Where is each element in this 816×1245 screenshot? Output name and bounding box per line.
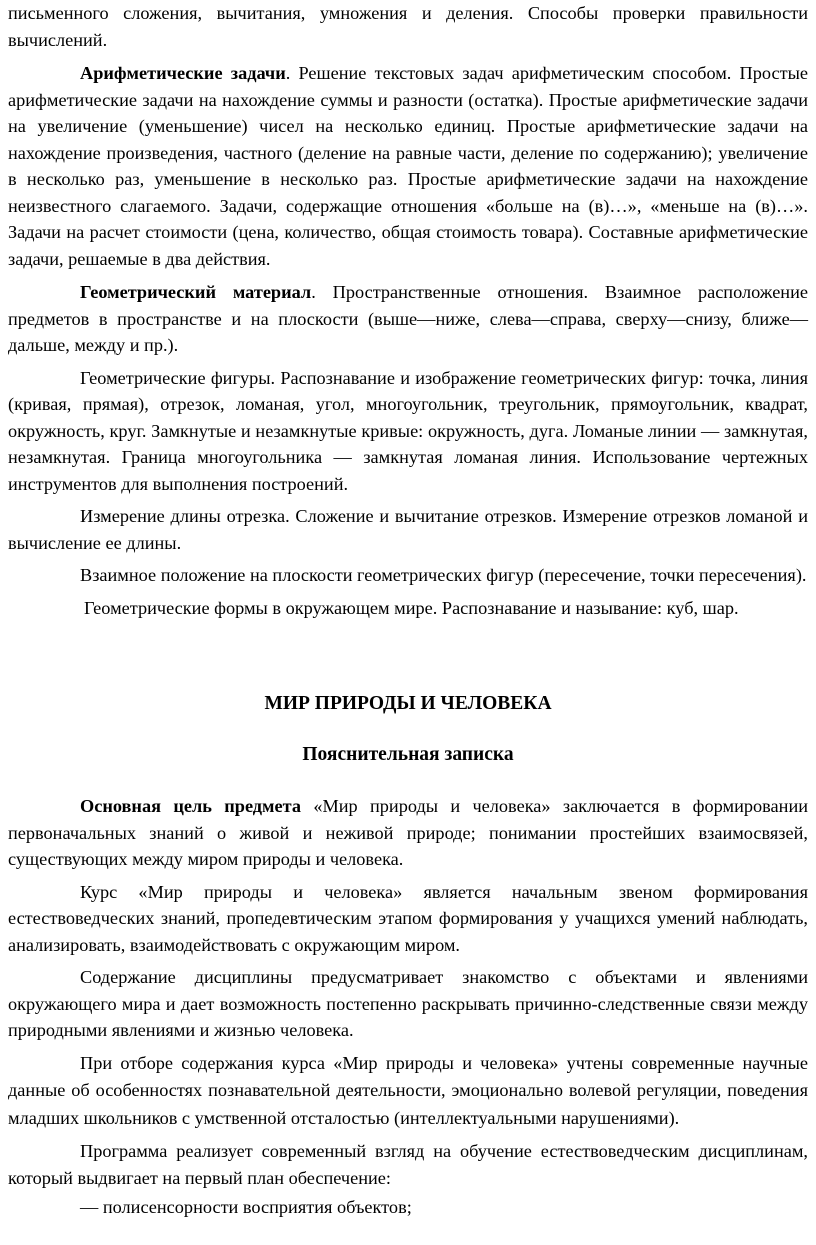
paragraph-geometric-material [8, 279, 808, 359]
paragraph-content-selection: При отборе содержания курса «Мир природы и человека» учтены современные научные данные об особенностях познавательной деятельности, эмоционально волевой регуляции, поведения младших школьников с умственной отсталостью (интеллектуальными нарушениями). [8, 1052, 808, 1128]
main-goal-title: Основная цель предмета [80, 796, 301, 816]
paragraph-geometric-figures: Геометрические фигуры. Распознавание и изображение геометрических фигур: точка, линия (кривая, прямая), отрезок, ломаная, угол, многоугольник, треугольник, прямоугольник, квадрат, окружность, круг. Замкнутые и незамкнутые кривые: окружность, дуга. Ломаные линии — замкнутая, незамкнутая. Граница многоугольника — замкнутая ломаная линия. Использование чертежных инструментов для выполнения построений. [8, 367, 808, 494]
section-title: МИР ПРИРОДЫ И ЧЕЛОВЕКА [264, 693, 552, 714]
paragraph-program-approach: Программа реализует современный взгляд на обучение естествоведческим дисциплинам, который выдвигает на первый план обеспечение: [8, 1141, 808, 1188]
paragraph-arithmetic-tasks [8, 60, 808, 272]
paragraph-main-goal [8, 793, 808, 873]
list-item-polysensory: — полисенсорности восприятия объектов; [80, 1197, 412, 1217]
paragraph-figure-positions: Взаимное положение на плоскости геометрических фигур (пересечение, точки пересечения). [80, 565, 807, 585]
main-goal-text: «Мир природы и человека» заключается в формировании первоначальных знаний о живой и неживой природе; понимании простейших взаимосвязей, существующих между миром природы и человека. [8, 796, 809, 869]
paragraph-discipline-content: Содержание дисциплины предусматривает знакомство с объектами и явлениями окружающего мира и дает возможность постепенно раскрывать причинно-следственные связи между природными явлениями и жизнью человека. [8, 967, 808, 1040]
document-page [8, 0, 808, 1221]
section-subtitle: Пояснительная записка [302, 744, 514, 765]
paragraph-segment-measurement: Измерение длины отрезка. Сложение и вычитание отрезков. Измерение отрезков ломаной и вычисление ее длины. [8, 506, 808, 553]
paragraph-arithmetic-methods: письменного сложения, вычитания, умножения и деления. Способы проверки правильности вычислений. [8, 3, 808, 50]
arithmetic-tasks-text: . Решение текстовых задач арифметическим способом. Простые арифметические задачи на нахождение суммы и разности (остатка). Простые арифметические задачи на увеличение (уменьшение) чисел на несколько единиц. Простые арифметические задачи на нахождение произведения, частного (деление на равные части, деление по содержанию); увеличение в несколько раз, уменьшение в несколько раз. Простые арифметические задачи на нахождение неизвестного слагаемого. Задачи, содержащие отношения «больше на (в)…», «меньше на (в)…». Задачи на расчет стоимости (цена, количество, общая стоимость товара). Составные арифметические задачи, решаемые в два действия. [8, 63, 808, 269]
paragraph-course-description: Курс «Мир природы и человека» является начальным звеном формирования естествоведческих знаний, пропедевтическим этапом формирования у учащихся умений наблюдать, анализировать, взаимодействовать с окружающим миром. [8, 881, 808, 955]
arithmetic-tasks-title: Арифметические задачи [80, 63, 286, 83]
geometric-material-text: . Пространственные отношения. Взаимное расположение предметов в пространстве и на плоскости (выше—ниже, слева—справа, сверху—снизу, ближе— дальше, между и пр.). [8, 282, 808, 355]
geometric-material-title: Геометрический материал [80, 282, 312, 302]
paragraph-geometric-forms: Геометрические формы в окружающем мире. Распознавание и называние: куб, шар. [84, 597, 739, 618]
